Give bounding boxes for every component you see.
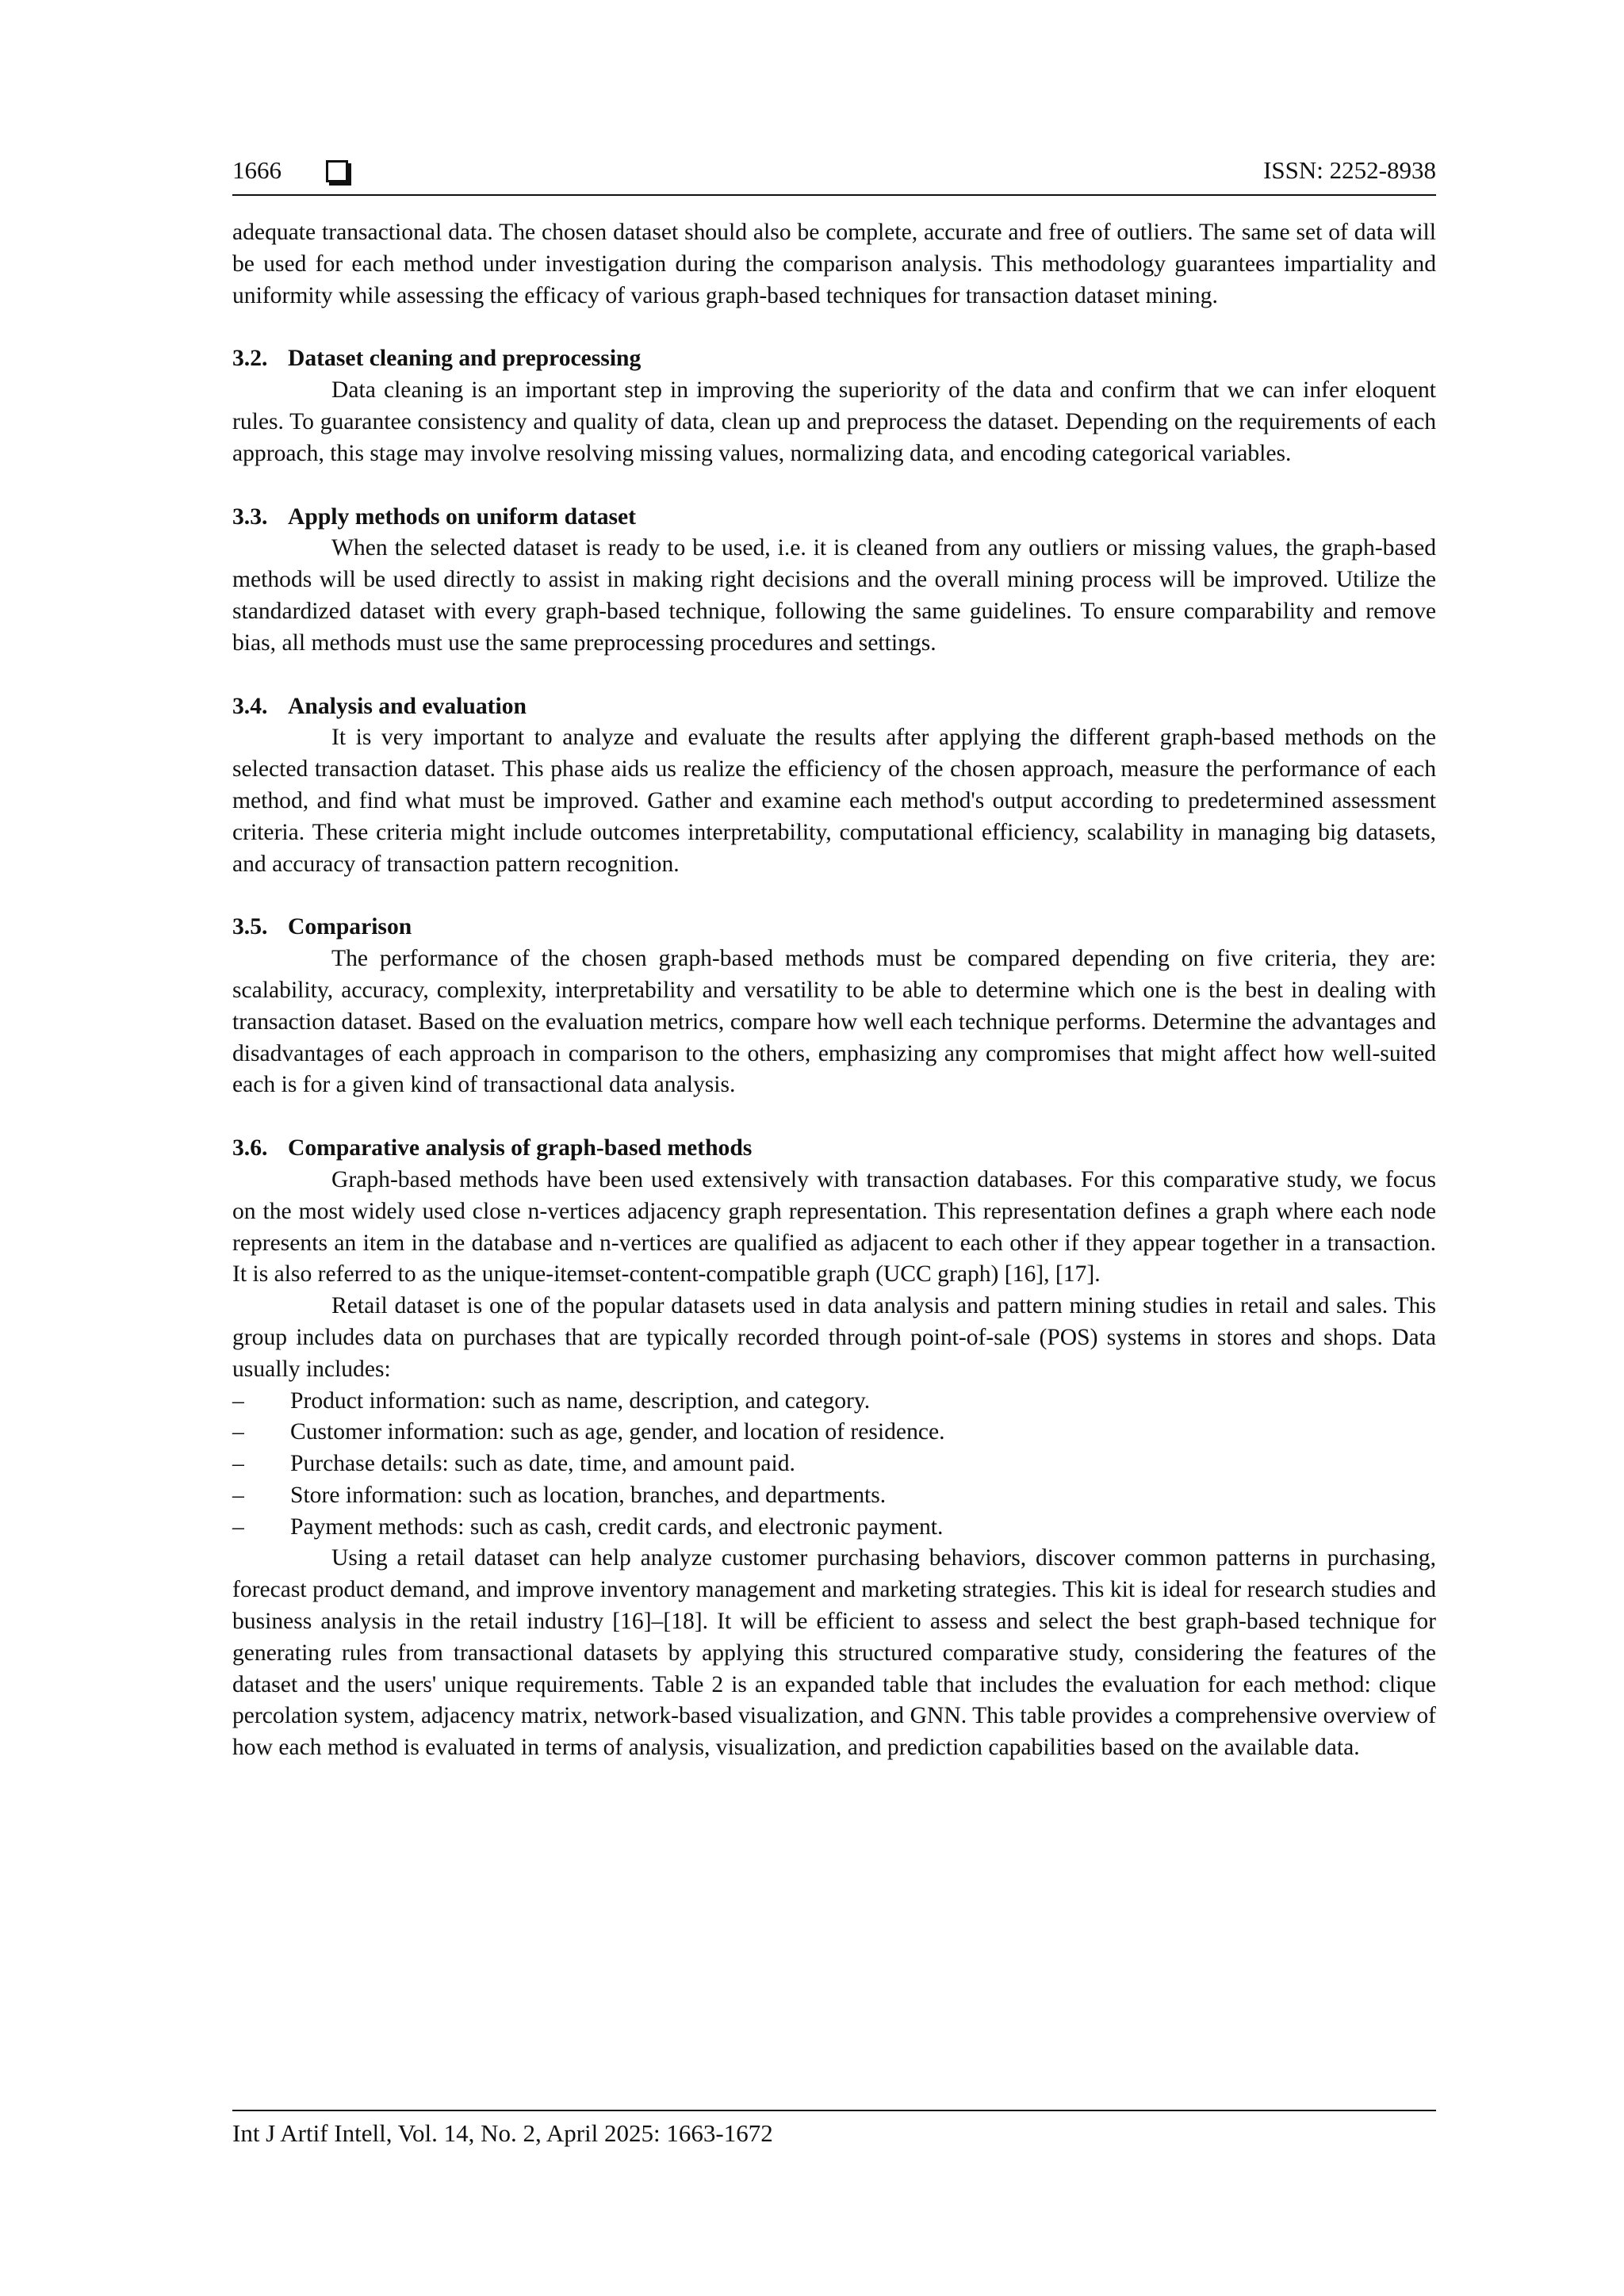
paragraph: It is very important to analyze and evaluate the results after applying the different graph-based methods on the selected transaction dataset. This phase aids us realize the efficiency of the chosen approach, measure the performance of each method, and find what must be improved. Gather and examine each method's output according to predetermined assessment criteria. These criteria might include outcomes interpretability, computational efficiency, scalability in managing big datasets, and accuracy of transaction pattern recognition.	[232, 725, 1436, 877]
list-item: – Purchase details: such as date, time, and amount paid.	[232, 1448, 1436, 1480]
page-body	[232, 217, 1436, 1764]
paragraph: Using a retail dataset can help analyze customer purchasing behaviors, discover common patterns in purchasing, forecast product demand, and improve inventory management and marketing strategies. This kit is ideal for research studies and business analysis in the retail industry [16]–[18]. It will be efficient to assess and select the best graph-based technique for generating rules from transactional datasets by applying this structured comparative study, considering the features of the dataset and the users' unique requirements. Table 2 is an expanded table that includes the evaluation for each method: clique percolation system, adjacency matrix, network-based visualization, and GNN. This table provides a comprehensive overview of how each method is evaluated in terms of analysis, visualization, and prediction capabilities based on the available data.	[232, 1545, 1436, 1761]
section-title: Analysis and evaluation	[288, 693, 527, 719]
square-bullet-icon	[326, 160, 348, 182]
section-number: 3.2.	[232, 346, 268, 372]
paragraph: The performance of the chosen graph-based methods must be compared depending on five criteria, they are: scalability, accuracy, complexity, interpretability and versatility to be able to determine which one is the best in dealing with transaction dataset. Based on the evaluation metrics, compare how well each technique performs. Determine the advantages and disadvantages of each approach in comparison to the others, emphasizing any compromises that might affect how well-suited each is for a given kind of transactional data analysis.	[232, 946, 1436, 1098]
list-item: – Customer information: such as age, gender, and location of residence.	[232, 1417, 1436, 1448]
section-title: Comparison	[288, 914, 412, 940]
section-number: 3.6.	[232, 1135, 268, 1161]
page-footer: Int J Artif Intell, Vol. 14, No. 2, April 2025: 1663-1672	[232, 2110, 1436, 2149]
paragraph: Graph-based methods have been used extensively with transaction databases. For this comparative study, we focus on the most widely used close n-vertices adjacency graph representation. This representation defines a graph where each node represents an item in the database and n-vertices are qualified as adjacent to each other if they appear together in a transaction. It is also referred to as the unique-itemset-content-compatible graph (UCC graph) [16], [17].	[232, 1166, 1436, 1288]
issn-label: ISSN: 2252-8938	[1263, 156, 1436, 184]
section-heading-3-2	[232, 343, 1436, 375]
data-fields-list	[232, 1386, 1436, 1544]
paragraph: Retail dataset is one of the popular datasets used in data analysis and pattern mining studies in retail and sales. This group includes data on purchases that are typically recorded through point-of-sale (POS) systems in stores and shops. Data usually includes:	[232, 1293, 1436, 1382]
page-number: 1666	[232, 156, 282, 184]
paragraph: Data cleaning is an important step in improving the superiority of the data and confirm that we can infer eloquent rules. To guarantee consistency and quality of data, clean up and preprocess the dataset. Depending on the requirements of each approach, this stage may involve resolving missing values, normalizing data, and encoding categorical variables.	[232, 377, 1436, 466]
intro-paragraph: adequate transactional data. The chosen dataset should also be complete, accurate and free of outliers. The same set of data will be used for each method under investigation during the comparison analysis. This methodology guarantees impartiality and uniformity while assessing the efficacy of various graph-based techniques for transaction dataset mining.	[232, 220, 1436, 308]
section-title: Apply methods on uniform dataset	[288, 503, 637, 530]
page-header	[232, 155, 1436, 196]
paper-page	[232, 0, 1436, 2296]
section-number: 3.4.	[232, 693, 268, 719]
section-title: Dataset cleaning and preprocessing	[288, 346, 642, 372]
paragraph: When the selected dataset is ready to be used, i.e. it is cleaned from any outliers or missing values, the graph-based methods will be used directly to assist in making right decisions and the overall mining process will be improved. Utilize the standardized dataset with every graph-based technique, following the same guidelines. To ensure comparability and remove bias, all methods must use the same preprocessing procedures and settings.	[232, 535, 1436, 656]
section-number: 3.5.	[232, 914, 268, 940]
section-heading-3-4	[232, 691, 1436, 723]
section-heading-3-5	[232, 912, 1436, 943]
list-item: – Product information: such as name, description, and category.	[232, 1386, 1436, 1418]
section-heading-3-6	[232, 1133, 1436, 1165]
section-heading-3-3	[232, 502, 1436, 534]
section-title: Comparative analysis of graph-based methods	[288, 1135, 753, 1161]
section-number: 3.3.	[232, 503, 268, 530]
list-item: – Payment methods: such as cash, credit cards, and electronic payment.	[232, 1512, 1436, 1544]
list-item: – Store information: such as location, branches, and departments.	[232, 1480, 1436, 1512]
